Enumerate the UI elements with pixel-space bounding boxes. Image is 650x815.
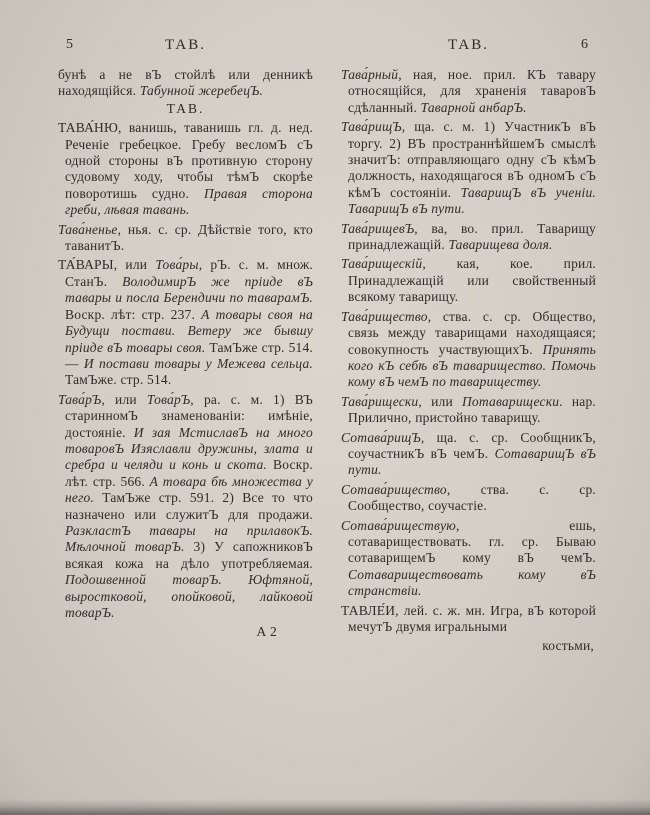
text-segment: , или bbox=[418, 393, 462, 409]
signature-mark: А 2 bbox=[256, 624, 277, 640]
italic-segment: Тава́рищески bbox=[341, 393, 419, 409]
entry-tavarishch bbox=[341, 119, 596, 217]
text-segment: , ра. с. м. 1) ВЪ старинномЪ знаменованіи: имѣніе, достояніе. bbox=[65, 391, 313, 440]
entry-tavanyu bbox=[58, 120, 313, 218]
text-segment: , ща. с. м. 1) УчастникЪ вЪ торгу. 2) ВЪ пространнѣйшемЪ смыслѣ значитЪ: отправляющаго одну сЪ кѣмЪ должность, находящагося вЪ одномЪ сЪ кѣмЪ состояніи. bbox=[348, 119, 596, 200]
entry-tavarishcheski bbox=[341, 394, 596, 427]
italic-segment: Тава́рищевЪ bbox=[341, 220, 415, 236]
page-header bbox=[58, 36, 596, 54]
continuation-paragraph bbox=[58, 67, 313, 100]
italic-segment: Тава́ненье bbox=[58, 221, 118, 237]
italic-segment: И постави товары у Межева сельца. bbox=[83, 355, 313, 371]
text-segment: , кая, кое. прил. Принадлежащій или свойственный всякому таварищу. bbox=[348, 256, 596, 305]
running-title-left: ТАВ. bbox=[164, 37, 206, 53]
italic-segment: РазкластЪ тавары на прилавокЪ. Мѣлочной товарЪ. bbox=[65, 522, 313, 555]
page-number-right: 6 bbox=[581, 37, 588, 52]
text-segment: ТА́ВАРЫ, или bbox=[58, 257, 156, 273]
italic-segment: А товара бѣ множества у него. bbox=[65, 473, 313, 506]
italic-segment: Тава́рищЪ bbox=[341, 119, 402, 135]
catchword: костьми, bbox=[542, 638, 594, 654]
text-segment: , или bbox=[101, 391, 147, 407]
italic-segment: А товары своя на Будущи постави. Ветеру же бывшу пріиде вЪ товары своя. bbox=[65, 306, 313, 355]
italic-segment: Тава́рищество bbox=[341, 308, 428, 324]
italic-segment: ТаварищЪ вЪ ученіи. ТаварищЪ вЪ пути. bbox=[348, 184, 596, 217]
header-right-column bbox=[341, 36, 596, 54]
left-column bbox=[58, 67, 313, 655]
italic-segment: Това́ры bbox=[155, 257, 199, 273]
text-segment: ТамЪже. стр. 514. bbox=[65, 372, 172, 388]
text-segment: ТАВЛЕ́И, лей. с. ж. мн. Игра, вЪ которой мечутЪ двумя игральными bbox=[341, 602, 596, 634]
right-column bbox=[341, 67, 596, 655]
text-segment: ТамЪже стр. 591. 2) Все то что назначено или служитЪ для продажи. bbox=[65, 490, 313, 522]
entry-tavarnyy bbox=[341, 67, 596, 116]
text-segment: , рЪ. с. м. множ. СтанЪ. bbox=[65, 257, 313, 289]
italic-segment: Сотава́риществую bbox=[341, 517, 456, 533]
italic-segment: И зая МстиславЪ на много товаровЪ Изяславли дружины, злата и сребра и челяди и конь и скота. bbox=[65, 424, 313, 473]
text-segment: бунѣ а не вЪ стойлѣ или денникѣ находящійся. bbox=[58, 67, 313, 99]
italic-segment: Принять кого кЪ себѣ вЪ таварищество. Помочь кому вЪ чемЪ по тавариществу. bbox=[348, 341, 596, 390]
entry-tavarishchev bbox=[341, 221, 596, 254]
entry-sotavarishchestvuyu bbox=[341, 518, 596, 600]
entry-sotavarishchestvo bbox=[341, 482, 596, 515]
italic-segment: Таварной анбарЪ. bbox=[420, 99, 527, 115]
text-segment: , ва, во. прил. Таварищу принадлежащій. bbox=[348, 220, 596, 253]
section-heading: ТАВ. bbox=[166, 100, 205, 116]
entry-sotavarishch bbox=[341, 430, 596, 479]
text-segment: , ства. с. ср. Общество, связь между таварищами находящаяся; совокупность участвующихЪ. bbox=[348, 308, 596, 357]
entry-tavarishcheskiy bbox=[341, 256, 596, 305]
text-segment: 3) У сапожниковЪ всякая кожа на дѣло употребляемая. bbox=[65, 539, 313, 571]
entry-tavanenye bbox=[58, 222, 313, 255]
text-columns bbox=[58, 67, 596, 655]
text-segment: , ства. с. ср. Сообщество, соучастіе. bbox=[348, 481, 596, 514]
italic-segment: Това́рЪ bbox=[146, 391, 191, 407]
italic-segment: Сотава́рищЪ bbox=[341, 429, 421, 445]
text-segment: . нар. Прилично, пристойно таварищу. bbox=[348, 393, 596, 426]
italic-segment: Тава́рищескій bbox=[341, 256, 423, 272]
italic-segment: Сотавариществовать кому вЪ странствіи. bbox=[348, 566, 596, 599]
text-segment: , ешь, сотавариществовать. гл. ср. Бываю сотаварищемЪ кому вЪ чемЪ. bbox=[348, 517, 596, 566]
italic-segment: Таварищева доля. bbox=[448, 237, 553, 253]
header-left-column bbox=[58, 36, 313, 54]
italic-segment: ВолодимирЪ же пріиде вЪ тавары и посла Берендичи по таварамЪ. bbox=[65, 273, 314, 306]
italic-segment: Потаварищески bbox=[461, 393, 560, 409]
italic-segment: Тава́рный bbox=[341, 67, 399, 82]
entry-tavar bbox=[58, 392, 313, 622]
page-number-left: 5 bbox=[66, 37, 73, 52]
text-segment: ТамЪже стр. 514. — bbox=[65, 339, 313, 371]
text-segment: , нья. с. ср. Дѣйствіе того, кто таванитЪ. bbox=[65, 221, 313, 254]
text-segment: Воскр. лѣт: стр. 237. bbox=[65, 306, 202, 322]
running-title-right: ТАВ. bbox=[447, 37, 489, 53]
text-segment: ТАВА́НЮ, ванишь, таванишь гл. д. нед. Реченіе гребецкое. Гребу весломЪ сЪ одной стороны вЪ противную сторону судовому ходу, чтобы тѣмЪ скорѣе поворотишь судно. bbox=[58, 120, 313, 201]
text-segment: , ная, ное. прил. КЪ тавару относящійся, для храненія таваровЪ сдѣланный. bbox=[348, 67, 596, 115]
text-segment: , ща. с. ср. СообщникЪ, соучастникЪ вЪ чемЪ. bbox=[348, 429, 596, 461]
entry-tavlei bbox=[341, 603, 596, 636]
italic-segment: Правая сторона греби, лѣвая тавань. bbox=[65, 185, 314, 218]
scan-bottom-shadow bbox=[0, 799, 650, 815]
italic-segment: СотаварищЪ вЪ пути. bbox=[348, 445, 596, 478]
italic-segment: Табунной жеребецЪ. bbox=[139, 83, 264, 99]
text-segment: Воскр. лѣт. стр. 566. bbox=[65, 457, 313, 489]
italic-segment: Сотава́рищество bbox=[341, 481, 447, 497]
entry-tavarishchestvo bbox=[341, 309, 596, 391]
italic-segment: Тава́рЪ bbox=[58, 391, 102, 407]
entry-tavary bbox=[58, 257, 313, 388]
italic-segment: Подошвенной товарЪ. Юфтяной, выростковой, опойковой, лайковой товарЪ. bbox=[65, 572, 313, 620]
